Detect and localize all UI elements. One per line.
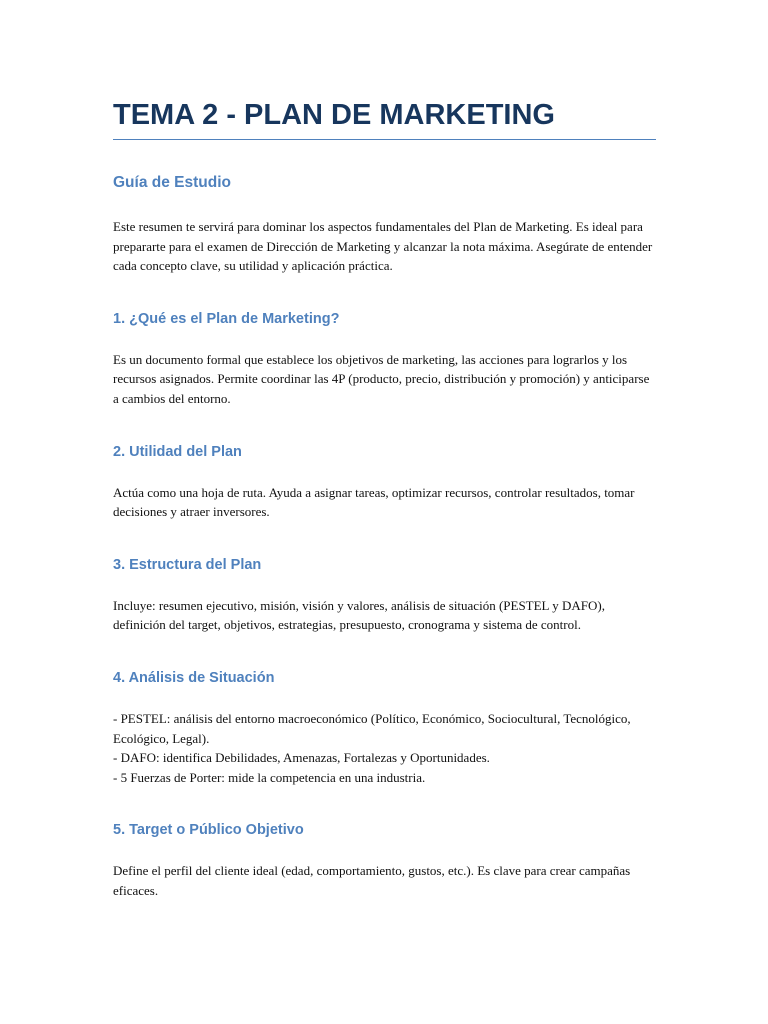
- section-heading-2: 2. Utilidad del Plan: [113, 443, 242, 460]
- document-subtitle: Guía de Estudio: [113, 174, 231, 191]
- section-body-4: [113, 709, 656, 787]
- document-content: [113, 95, 656, 901]
- list-item: - 5 Fuerzas de Porter: mide la competencia en una industria.: [113, 769, 426, 785]
- list-item: - PESTEL: análisis del entorno macroeconómico (Político, Económico, Sociocultural, Tecnológico, Ecológico, Legal).: [113, 710, 631, 746]
- section-heading-3: 3. Estructura del Plan: [113, 556, 262, 573]
- intro-paragraph: Este resumen te servirá para dominar los aspectos fundamentales del Plan de Marketing. Es ideal para prepararte para el examen de Dirección de Marketing y alcanzar la nota máxima. Asegúrate de entender cada concepto clave, su utilidad y aplicación práctica.: [113, 219, 653, 274]
- section-heading-4: 4. Análisis de Situación: [113, 669, 275, 686]
- document-title: TEMA 2 - PLAN DE MARKETING: [113, 95, 656, 140]
- section-body-1: Es un documento formal que establece los objetivos de marketing, las acciones para lograrlos y los recursos asignados. Permite coordinar las 4P (producto, precio, distribución y promoción) y anticiparse a cambios del entorno.: [113, 351, 650, 406]
- section-body-3: Incluye: resumen ejecutivo, misión, visión y valores, análisis de situación (PESTEL y DAFO), definición del target, objetivos, estrategias, presupuesto, cronograma y sistema de control.: [113, 597, 605, 633]
- list-item: - DAFO: identifica Debilidades, Amenazas, Fortalezas y Oportunidades.: [113, 750, 490, 766]
- section-heading-5: 5. Target o Público Objetivo: [113, 822, 304, 839]
- section-body-5: Define el perfil del cliente ideal (edad, comportamiento, gustos, etc.). Es clave para crear campañas eficaces.: [113, 863, 631, 898]
- section-heading-1: 1. ¿Qué es el Plan de Marketing?: [113, 310, 340, 327]
- section-body-2: Actúa como una hoja de ruta. Ayuda a asignar tareas, optimizar recursos, controlar resultados, tomar decisiones y atraer inversores.: [113, 484, 635, 520]
